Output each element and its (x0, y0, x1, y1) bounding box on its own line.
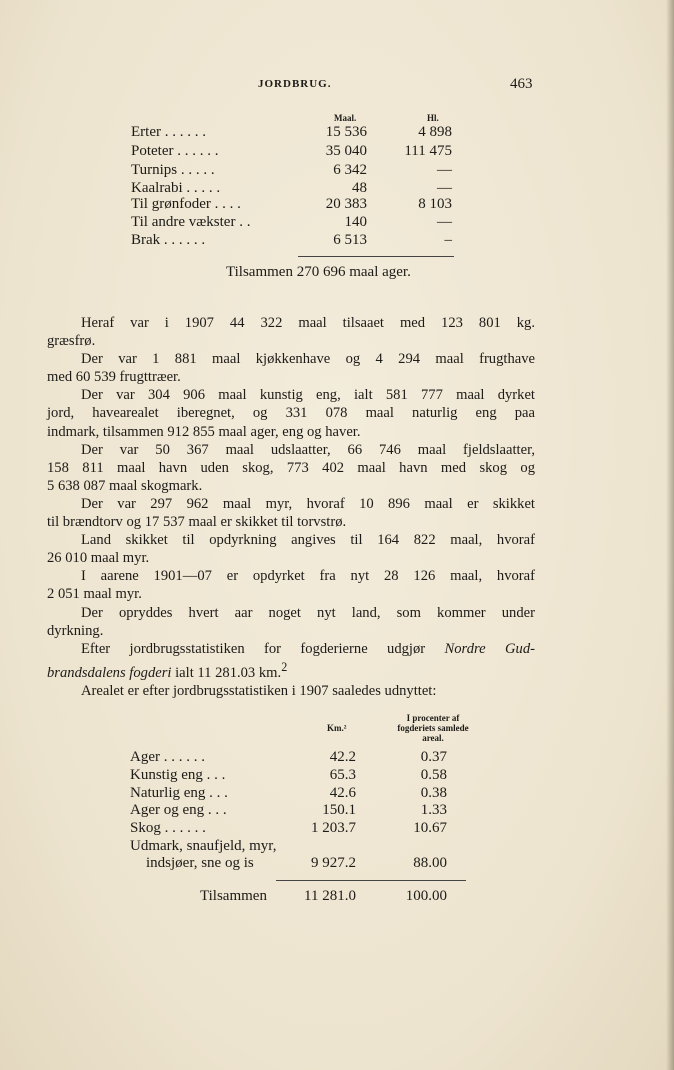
col-header-hl: Hl. (427, 113, 439, 123)
area-total-label: Tilsammen (200, 888, 267, 904)
row-hl: — (437, 162, 452, 178)
table-row (0, 143, 674, 162)
text-line: dyrkning. (47, 622, 104, 639)
text-segment: Efter jordbrugsstatistiken for fogderierne udgjør (81, 640, 426, 657)
text-line: jord, havearealet iberegnet, og 331 078 maal naturlig eng paa (47, 405, 535, 422)
text-segment: ialt 11 281.03 km. (175, 664, 282, 681)
district-name-part: Nordre Gud- (444, 640, 535, 657)
text-line: græsfrø. (47, 333, 96, 350)
area-total-percent: 100.00 (405, 888, 447, 904)
text-line: 26 010 maal myr. (47, 550, 150, 567)
row-label: Erter . . . . . . (131, 124, 206, 140)
table-row (0, 214, 674, 233)
text-line (47, 640, 535, 658)
row-percent: 0.37 (420, 749, 447, 765)
row-maal: 140 (344, 214, 367, 230)
district-name-part: brandsdalens fogderi (47, 664, 172, 681)
col-header-km: Km.² (327, 723, 347, 733)
row-label: Udmark, snaufjeld, myr, (130, 838, 277, 854)
row-maal: 48 (352, 180, 367, 196)
table-row (0, 124, 674, 143)
table-row (0, 162, 674, 181)
table-row (0, 820, 674, 839)
row-maal: 6 513 (333, 232, 367, 248)
row-percent: 0.38 (420, 785, 447, 801)
row-label: Til andre vækster . . (131, 214, 251, 230)
crop-total: Tilsammen 270 696 maal ager. (226, 264, 411, 280)
text-line: indmark, tilsammen 912 855 maal ager, eng og haver. (47, 423, 361, 440)
text-line: med 60 539 frugttræer. (47, 369, 181, 386)
body-text (47, 314, 535, 700)
text-line: Arealet er efter jordbrugsstatistiken i 1907 saaledes udnyttet: (81, 682, 437, 699)
row-percent: 0.58 (420, 767, 447, 783)
running-head (0, 76, 674, 96)
row-maal: 6 342 (333, 162, 367, 178)
text-line: Land skikket til opdyrkning angives til 164 822 maal, hvoraf (81, 532, 535, 549)
row-percent: 1.33 (420, 802, 447, 818)
row-label: indsjøer, sne og is (146, 855, 254, 871)
row-maal: 15 536 (325, 124, 367, 140)
text-line: Der var 297 962 maal myr, hvoraf 10 896 maal er skikket (81, 495, 535, 512)
row-label: Ager og eng . . . (130, 802, 227, 818)
table-row (0, 802, 674, 821)
row-label: Turnips . . . . . (131, 162, 215, 178)
row-label: Poteter . . . . . . (131, 143, 219, 159)
row-percent: 88.00 (413, 855, 447, 871)
row-maal: 35 040 (325, 143, 367, 159)
table-row (0, 196, 674, 215)
row-hl: — (437, 180, 452, 196)
row-maal: 20 383 (325, 196, 367, 212)
text-line: Der var 304 906 maal kunstig eng, ialt 581 777 maal dyrket (81, 387, 535, 404)
row-label: Skog . . . . . . (130, 820, 206, 836)
text-line: 158 811 maal havn uden skog, 773 402 maal havn med skog og (47, 459, 535, 476)
row-percent: 10.67 (413, 820, 447, 836)
row-label: Kunstig eng . . . (130, 767, 226, 783)
row-km: 42.6 (329, 785, 356, 801)
col-header-percent: I procenter af fogderiets samlede areal. (397, 713, 469, 743)
text-line: 2 051 maal myr. (47, 586, 142, 603)
sum-rule (276, 880, 466, 881)
row-label: Brak . . . . . . (131, 232, 206, 248)
row-hl: 111 475 (404, 143, 452, 159)
row-hl: — (437, 214, 452, 230)
row-km: 1 203.7 (311, 820, 356, 836)
row-km: 42.2 (329, 749, 356, 765)
text-line: til brændtorv og 17 537 maal er skikket til torvstrø. (47, 514, 347, 531)
text-line: I aarene 1901—07 er opdyrket fra nyt 28 126 maal, hvoraf (81, 568, 535, 585)
col-header-maal: Maal. (334, 113, 357, 123)
area-total-km: 11 281.0 (304, 888, 356, 904)
footnote-mark: 2 (281, 659, 288, 674)
page-number: 463 (510, 76, 533, 92)
table-row (0, 749, 674, 768)
row-km: 150.1 (322, 802, 356, 818)
row-hl: 4 898 (418, 124, 452, 140)
row-km: 65.3 (329, 767, 356, 783)
row-label: Ager . . . . . . (130, 749, 205, 765)
row-label: Naturlig eng . . . (130, 785, 228, 801)
text-line: Der var 50 367 maal udslaatter, 66 746 maal fjeldslaatter, (81, 441, 535, 458)
sum-rule (298, 256, 454, 257)
table-row (0, 855, 674, 874)
text-line: Der var 1 881 maal kjøkkenhave og 4 294 maal frugthave (81, 351, 535, 368)
row-label: Til grønfoder . . . . (131, 196, 241, 212)
row-km: 9 927.2 (311, 855, 356, 871)
text-line: 5 638 087 maal skogmark. (47, 477, 203, 494)
text-line: Der opryddes hvert aar noget nyt land, som kommer under (81, 604, 535, 621)
text-line (47, 658, 535, 682)
text-line: Heraf var i 1907 44 322 maal tilsaaet med 123 801 kg. (81, 315, 535, 331)
row-hl: – (444, 232, 452, 248)
row-hl: 8 103 (418, 196, 452, 212)
running-title: JORDBRUG. (258, 78, 332, 90)
table-row (0, 232, 674, 251)
table-row (0, 767, 674, 786)
row-label: Kaalrabi . . . . . (131, 180, 221, 196)
